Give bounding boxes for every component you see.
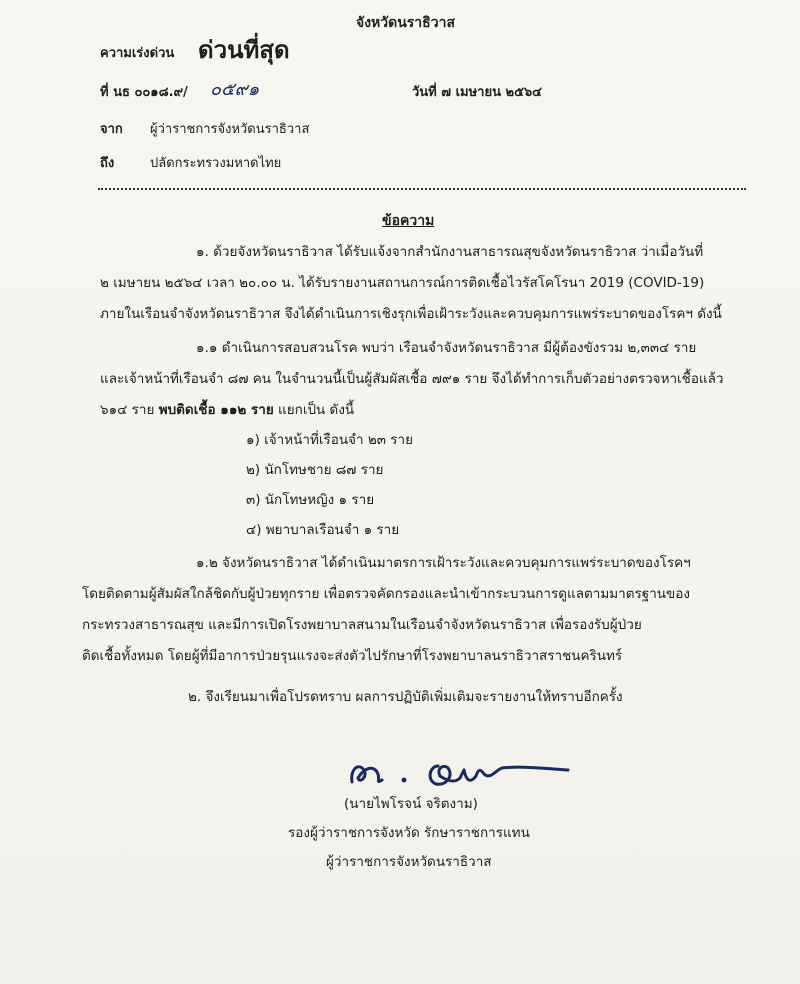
section-1-1-line-3 <box>100 402 354 418</box>
department-title: จังหวัดนราธิวาส <box>356 15 455 31</box>
section-1-2-line-1: ๑.๒ จังหวัดนราธิวาส ได้ดำเนินมาตรการเฝ้าระวังและควบคุมการแพร่ระบาดของโรคฯ <box>196 555 691 571</box>
list-item-2: ๒) นักโทษชาย ๘๗ ราย <box>246 462 384 478</box>
to-value: ปลัดกระทรวงมหาดไทย <box>150 156 282 171</box>
document-number-label: ที่ นธ ๐๐๑๘.๙/ <box>100 85 188 100</box>
tested-count-text: ๖๑๔ ราย <box>100 402 159 418</box>
from-value: ผู้ว่าราชการจังหวัดนราธิวาส <box>150 122 310 137</box>
urgency-label: ความเร่งด่วน <box>100 46 175 61</box>
section-1-2-line-2: โดยติดตามผู้สัมผัสใกล้ชิดกับผู้ป่วยทุกราย เพื่อตรวจคัดกรองและนำเข้ากระบวนการดูแลตามมาตรฐานของ <box>82 586 690 602</box>
paragraph-1-line-2: ๒ เมษายน ๒๕๖๔ เวลา ๒๐.๐๐ น. ได้รับรายงานสถานการณ์การติดเชื้อไวรัสโคโรนา 2019 (COVID-19) <box>100 275 705 291</box>
list-item-4: ๔) พยาบาลเรือนจำ ๑ ราย <box>246 522 400 538</box>
signatory-position-2: ผู้ว่าราชการจังหวัดนราธิวาส <box>326 854 492 870</box>
paragraph-2: ๒. จึงเรียนมาเพื่อโปรดทราบ ผลการปฏิบัติเพิ่มเติมจะรายงานให้ทราบอีกครั้ง <box>188 689 623 705</box>
list-item-1: ๑) เจ้าหน้าที่เรือนจำ ๒๓ ราย <box>246 432 413 448</box>
paragraph-1-line-3: ภายในเรือนจำจังหวัดนราธิวาส จึงได้ดำเนินการเชิงรุกเพื่อเฝ้าระวังและควบคุมการแพร่ระบาดของโรคฯ ดังนี้ <box>100 306 722 322</box>
section-1-2-line-3: กระทรวงสาธารณสุข และมีการเปิดโรงพยาบาลสนามในเรือนจำจังหวัดนราธิวาส เพื่อรองรับผู้ป่วย <box>82 617 642 633</box>
handwritten-signature <box>330 740 590 800</box>
breakdown-intro-text: แยกเป็น ดังนี้ <box>273 402 355 418</box>
urgency-value: ด่วนที่สุด <box>198 36 290 64</box>
from-label: จาก <box>100 122 123 137</box>
section-1-1-line-2: และเจ้าหน้าที่เรือนจำ ๘๗ คน ในจำนวนนี้เป็นผู้สัมผัสเชื้อ ๗๙๑ ราย จึงได้ทำการเก็บตัวอย่างตรวจหาเชื้อแล้ว <box>100 371 724 387</box>
header-divider <box>98 188 746 190</box>
section-1-2-line-4: ติดเชื้อทั้งหมด โดยผู้ที่มีอาการป่วยรุนแรงจะส่งตัวไปรักษาที่โรงพยาบาลนราธิวาสราชนครินทร์ <box>82 648 623 664</box>
to-label: ถึง <box>100 156 115 171</box>
signatory-name: (นายไพโรจน์ จริตงาม) <box>344 796 478 812</box>
document-number-handwritten: ๐๕๙๑ <box>210 79 260 100</box>
section-1-1-line-1: ๑.๑ ดำเนินการสอบสวนโรค พบว่า เรือนจำจังหวัดนราธิวาส มีผู้ต้องขังรวม ๒,๓๓๔ ราย <box>196 340 697 356</box>
infected-count-text: พบติดเชื้อ ๑๑๒ ราย <box>158 402 274 418</box>
signatory-position-1: รองผู้ว่าราชการจังหวัด รักษาราชการแทน <box>288 825 530 841</box>
document-date: วันที่ ๗ เมษายน ๒๕๖๔ <box>412 85 542 100</box>
list-item-3: ๓) นักโทษหญิง ๑ ราย <box>246 492 375 508</box>
message-heading: ข้อความ <box>382 213 435 229</box>
paragraph-1-line-1: ๑. ด้วยจังหวัดนราธิวาส ได้รับแจ้งจากสำนักงานสาธารณสุขจังหวัดนราธิวาส ว่าเมื่อวันที่ <box>196 244 704 260</box>
